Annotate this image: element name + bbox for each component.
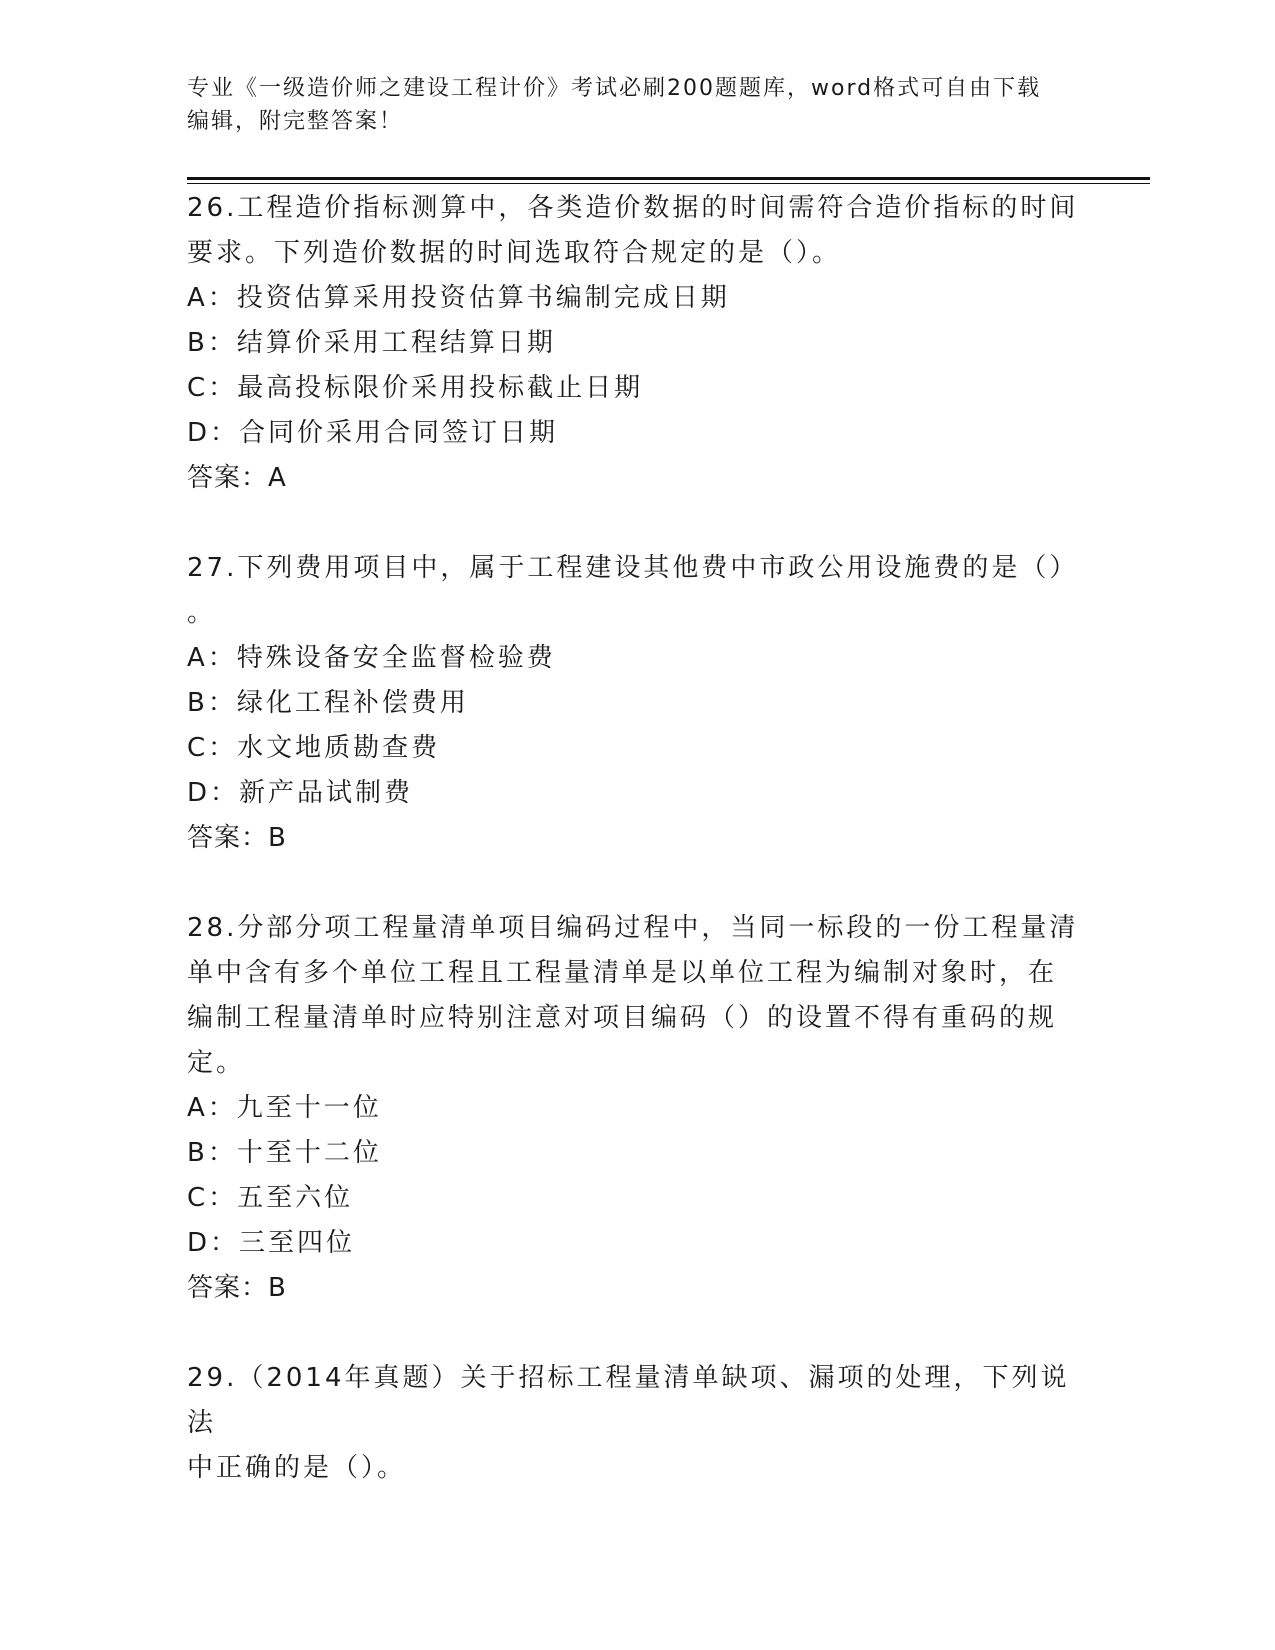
answer: 答案：A (187, 463, 287, 493)
header-divider-thick (187, 177, 1150, 180)
option-b: B：十至十二位 (187, 1138, 382, 1168)
answer: 答案：B (187, 1273, 287, 1303)
option-b: B：绿化工程补偿费用 (187, 688, 469, 718)
option-a: A：特殊设备安全监督检验费 (187, 643, 556, 673)
header-divider-thin (187, 183, 1150, 184)
option-c: C：水文地质勘查费 (187, 733, 441, 763)
header-line-1: 专业《一级造价师之建设工程计价》考试必刷200题题库，word格式可自由下载 (187, 76, 1042, 101)
question-26 (187, 186, 1087, 501)
question-27 (187, 546, 1087, 861)
question-28 (187, 906, 1087, 1311)
option-c: C：五至六位 (187, 1183, 354, 1213)
option-c: C：最高投标限价采用投标截止日期 (187, 373, 644, 403)
option-a: A：九至十一位 (187, 1093, 382, 1123)
question-text-line: 要求。下列造价数据的时间选取符合规定的是（）。 (187, 238, 842, 268)
question-text-line: 中正确的是（）。 (187, 1453, 407, 1483)
question-list (187, 186, 1087, 1491)
option-d: D：新产品试制费 (187, 778, 414, 808)
question-text-line: 27.下列费用项目中，属于工程建设其他费中市政公用设施费的是（） (187, 553, 1079, 583)
header-line-2: 编辑，附完整答案！ (187, 109, 404, 134)
question-text-line: 26.工程造价指标测算中，各类造价数据的时间需符合造价指标的时间 (187, 193, 1079, 223)
question-29 (187, 1356, 1087, 1491)
option-b: B：结算价采用工程结算日期 (187, 328, 556, 358)
question-text-line: 单中含有多个单位工程且工程量清单是以单位工程为编制对象时，在 (187, 958, 1058, 988)
question-text-line: 。 (187, 598, 217, 628)
question-text-line: 29.（2014年真题）关于招标工程量清单缺项、漏项的处理，下列说法 (187, 1363, 1070, 1438)
question-text-line: 定。 (187, 1048, 246, 1078)
question-text-line: 编制工程量清单时应特别注意对项目编码（）的设置不得有重码的规 (187, 1003, 1058, 1033)
answer: 答案：B (187, 823, 287, 853)
question-text-line: 28.分部分项工程量清单项目编码过程中，当同一标段的一份工程量清 (187, 913, 1079, 943)
option-d: D：三至四位 (187, 1228, 356, 1258)
document-header (187, 72, 1087, 138)
option-d: D：合同价采用合同签订日期 (187, 418, 559, 448)
option-a: A：投资估算采用投资估算书编制完成日期 (187, 283, 730, 313)
